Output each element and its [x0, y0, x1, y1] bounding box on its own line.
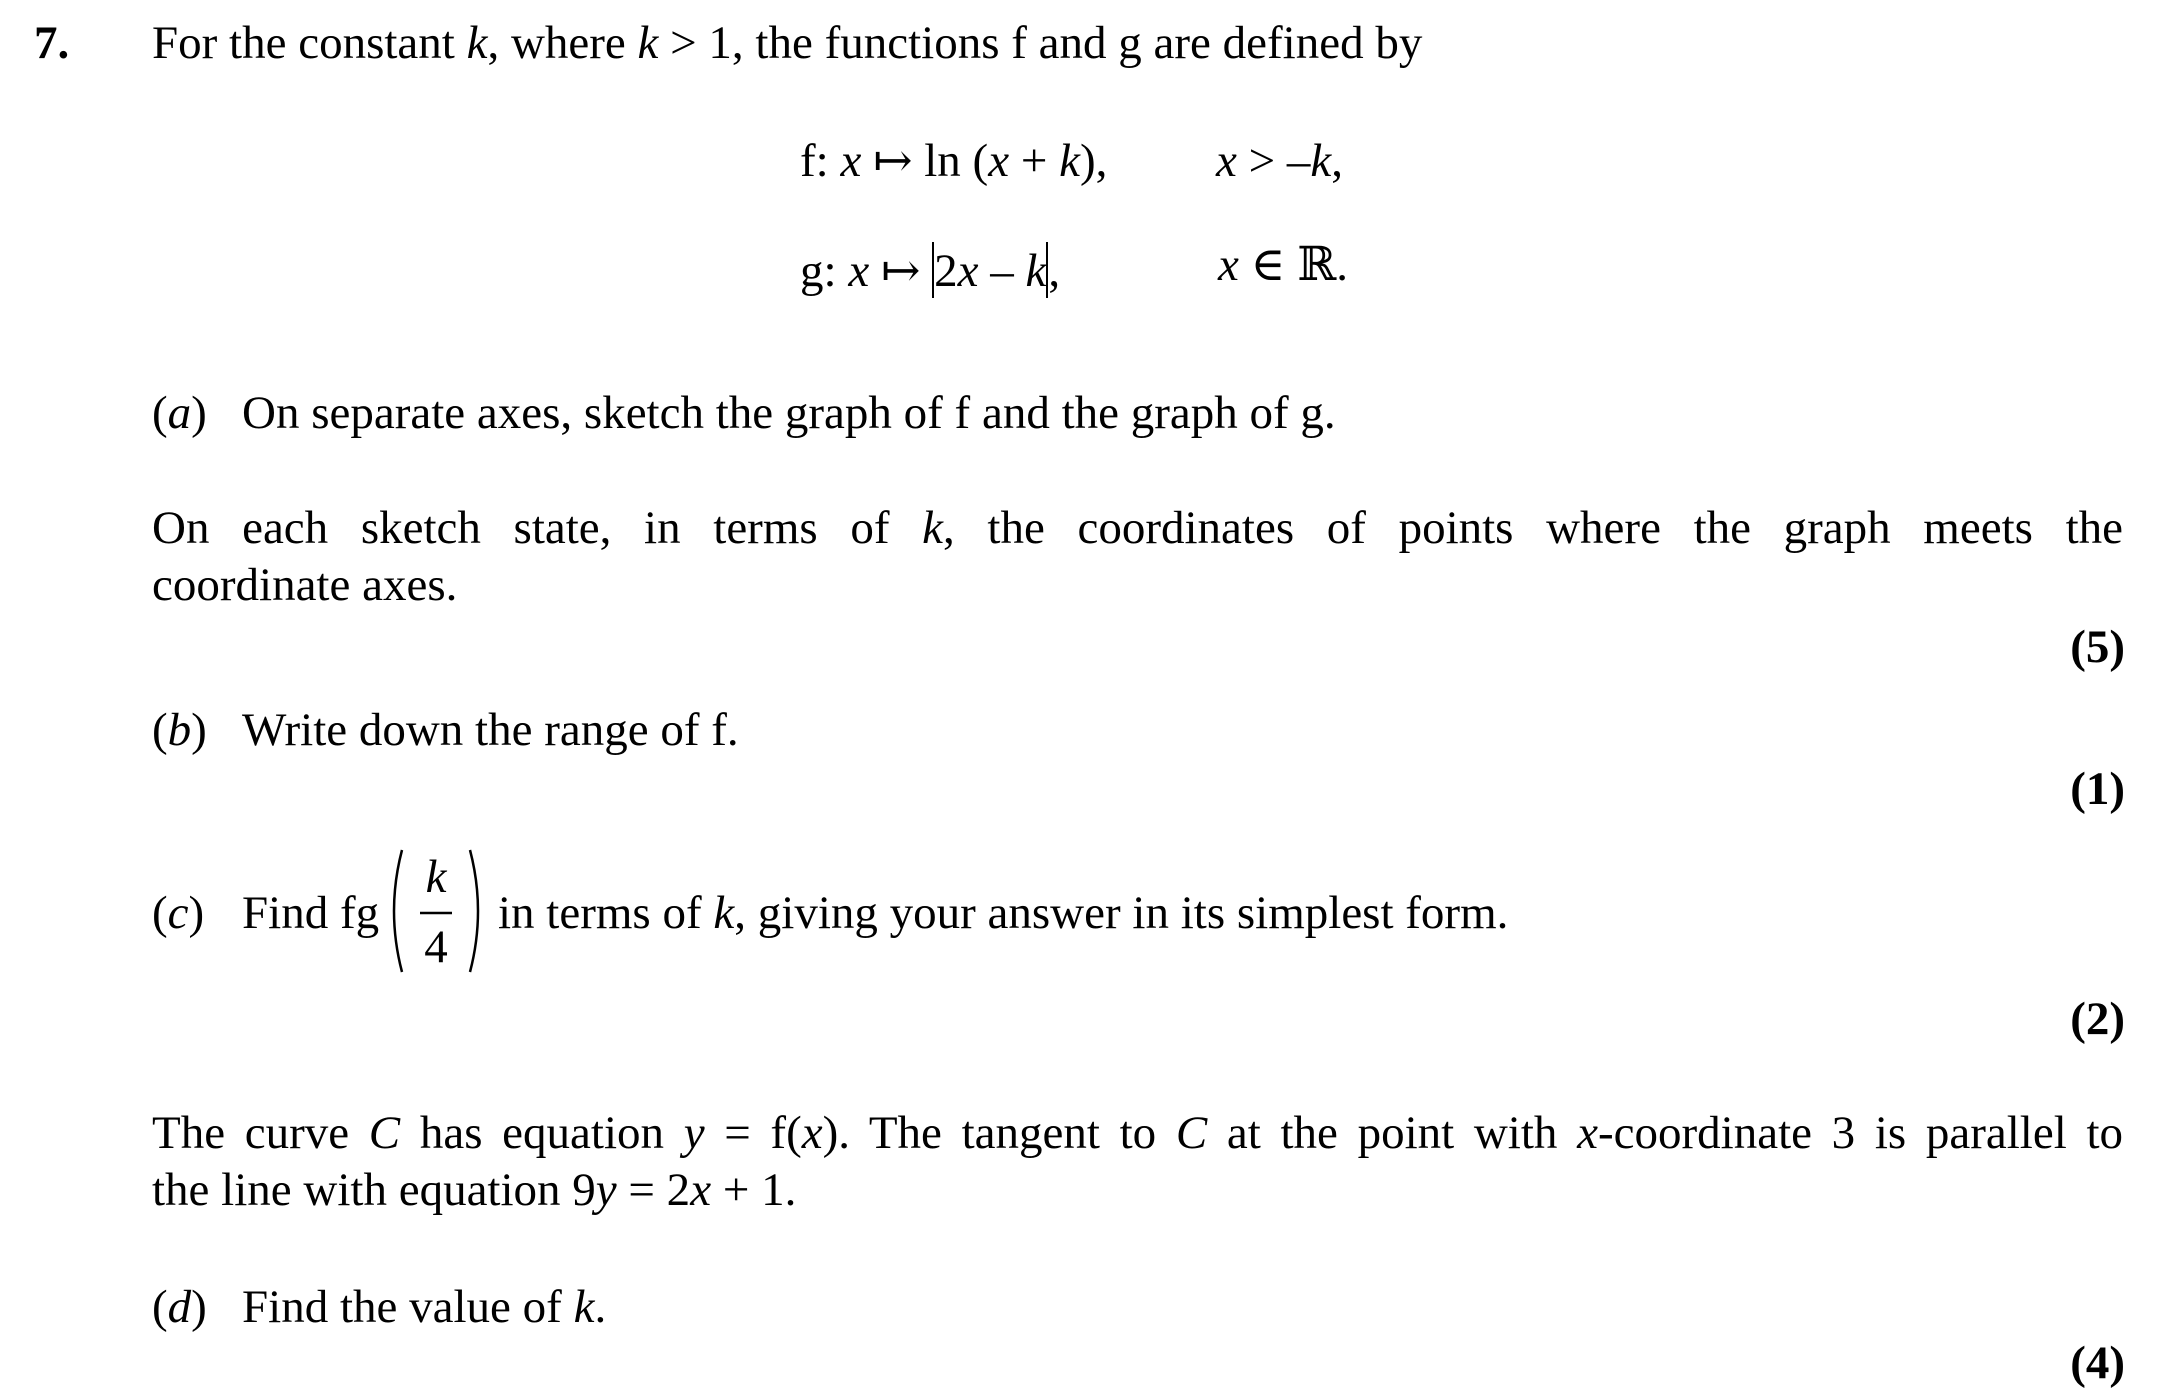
part-c-text-start: Find fg [242, 887, 380, 939]
function-f-domain: x > –k, [1216, 135, 1344, 187]
question-number: 7. [34, 17, 70, 69]
part-c-marks: (2) [2070, 993, 2125, 1045]
part-b-label: (b) [152, 704, 207, 756]
curve-paragraph-line-2: the line with equation 9y = 2x + 1. [152, 1164, 797, 1216]
curve-paragraph-line-1: The curve C has equation y = f(x). The tangent to C at the point with x-coordinate 3 is parallel to [152, 1107, 2124, 1159]
fraction-k-over-4 [388, 846, 484, 976]
function-f-definition: f: x ↦ ln (x + k), [800, 135, 1108, 187]
fraction-numerator: k [425, 851, 447, 903]
fraction-denominator: 4 [424, 921, 448, 973]
part-b-text: Write down the range of f. [242, 704, 739, 756]
question-intro: For the constant k, where k > 1, the functions f and g are defined by [152, 17, 1423, 69]
function-g-domain: x ∈ ℝ. [1218, 239, 1348, 291]
part-c-label: (c) [152, 887, 205, 939]
part-d-label: (d) [152, 1281, 207, 1333]
part-a-marks: (5) [2070, 621, 2125, 673]
part-d-text: Find the value of k. [242, 1281, 607, 1333]
part-b-marks: (1) [2070, 763, 2125, 815]
part-a-text: On separate axes, sketch the graph of f and the graph of g. [242, 387, 1336, 439]
function-g-definition: g: x ↦ 2x – k, [800, 242, 1060, 298]
part-a-instruction-line-2: coordinate axes. [152, 559, 458, 611]
part-a-instruction-line-1: On each sketch state, in terms of k, the coordinates of points where the graph meets the [152, 502, 2123, 554]
part-d-marks: (4) [2070, 1337, 2125, 1389]
part-a-label: (a) [152, 387, 207, 439]
part-c-text-end: in terms of k, giving your answer in its simplest form. [498, 887, 1509, 939]
